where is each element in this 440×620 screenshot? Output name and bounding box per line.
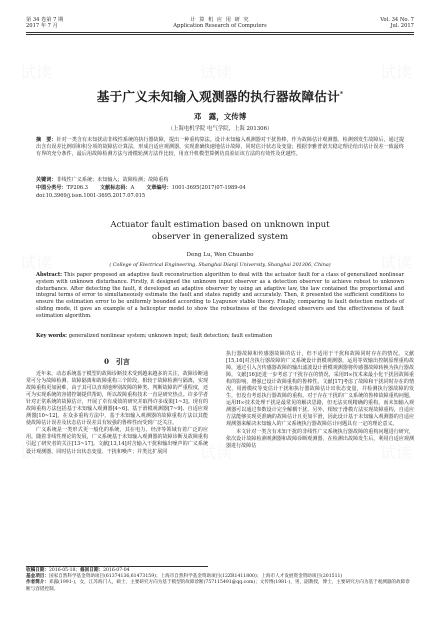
received-date: 2016-05-18； bbox=[48, 568, 81, 573]
authors-cn: 邓 露，文传博 bbox=[193, 112, 247, 121]
title-cn-text: 基于广义未知输入观测器的执行器故障估计 bbox=[96, 89, 340, 104]
header-right bbox=[380, 17, 414, 30]
section-heading bbox=[26, 357, 208, 367]
footnote-rule bbox=[26, 566, 208, 567]
revised-label: 修回日期： bbox=[80, 568, 104, 573]
abstract-en-text: This paper proposed an adaptive fault reconstruction algorithm to deal with the actuator fault for a class of generalized nonlinear system with unknown disturbance. Firstly, it designed the unknown input observer as a detection observer to achieve robust to unknown disturbance. After detecting the fault, it developed an adaptive observer by using an adaptive law, the law contained the proportional and integral terms of error to simultaneously estimate the fault and states rapidly and accurately. Then, it presented the sufficient conditions to ensure the estimation error to be uniformly bounded according to Lyapunov stable theory. Finally, comparing to fault detection methods of sliding mode, it gave an example of a helicopter model to show the robustness of the developed observers and the effectiveness of fault estimation algorithm. bbox=[36, 272, 405, 319]
doi: doi:10.3969/j.issn.1001-3695.2017.07.015 bbox=[36, 193, 146, 199]
journal-en: Application Research of Computers bbox=[173, 23, 267, 30]
body-column-left bbox=[26, 371, 208, 456]
abstract-cn-text: 针对一类含有未知扰动非线性系统的执行器故障，提出一种重构算法。设计未知输入观测器对干扰鲁棒，作为故障估计观测器。检测到发生故障后，通过提出含有误差比例项和积分项的故障估计算法，形成自适应观测器，实现准确快速地估计故障，同时估计状态及变量；根据李雅普诺夫稳定理论给出估计误差一致最终有界的充分条件，最后用故障检测方法与滑模轮测方法作比较，用直升机模型算例仿真验证该方法的有效性及优越性。 bbox=[36, 137, 404, 158]
fund-label: 基金项目： bbox=[26, 574, 49, 580]
bio-label: 作者简介： bbox=[26, 580, 49, 586]
body-column-right bbox=[226, 351, 414, 450]
paragraph: 执行器故障和传感器故障的估计，但不适用于干扰和故障同时存在的情况。文献[15,16]对含执行器故障的广义系统设计滑模观测器，运用等效输出控制原理重构故障，通过引入含传感器故障的输出滤波设计滑模观测器将传感器故障转换为执行器故障。文献[16]还进一步考虑了干扰存在的情况，采用H∞技术来最小化干扰因故障重构的影响，增强已设计故障重构的鲁棒性。文献[17]考虑了故障和干扰同时存在的情况，用滑模纹等变估计干扰和执行器故障估计出状态变量，并检测执行器故障的发生，但没有考虑执行器故障的重构。对于存在干扰的广义系统的鲁棒故障重构问题，运用H∞技术处理干扰是最常见的解决思路，但无法实现精确的重构，而未知输入观测器可以通过参数设计完全解耦干扰。另外，相较于滑模方法实现故障重构，自适应方法能够实现更准确的故障估计且更加平滑，因此设计基于未知输入观测器的自适应观测器来解决未知输入的广义系统执行器故障估计问题具有一定的理论意义。 bbox=[226, 351, 414, 428]
section-number: 0 bbox=[104, 357, 109, 366]
title-en-line-2: observer in generalized system bbox=[151, 232, 289, 242]
affiliation-en: ( College of Electrical Engineering, Shanghai Dianji University, Shanghai 201306, China) bbox=[109, 262, 331, 268]
watermark bbox=[380, 60, 412, 83]
fund-text: 国家自然科学基金资助项目(61374136,61473159)；上海市自然科学基金资助项目(12ZR1411800)；上海市人才发展资金资助项目(201511) bbox=[48, 574, 343, 580]
received-label: 收稿日期： bbox=[26, 568, 49, 573]
footnote bbox=[26, 568, 414, 593]
keywords-cn bbox=[36, 177, 404, 184]
header-rule-bottom bbox=[26, 34, 414, 35]
keywords-en-label: Key words: bbox=[36, 333, 68, 339]
keywords-cn-label: 关键词： bbox=[36, 177, 57, 183]
title-en bbox=[0, 219, 440, 243]
doc-code-value: A bbox=[130, 185, 135, 191]
abstract-cn-label: 摘 要： bbox=[36, 137, 57, 143]
volume-en: Vol. 34 No. 7 bbox=[380, 17, 414, 23]
watermark bbox=[20, 60, 52, 83]
keywords-cn-text: 非线性广义系统；未知输入；故障检测；故障重构 bbox=[56, 177, 169, 183]
title-cn bbox=[0, 86, 440, 105]
bio-text: 邓露(1991-)，女，江苏海门人，硕士，主要研究方向为基于模型的故障诊断(757115491@qq.com)；文传博(1981-)，男，副教授，博士，主要研究方向为基于观测器的故障诊断与容错控制。 bbox=[26, 580, 410, 592]
abstract-en bbox=[36, 272, 404, 319]
volume-cn: 第 34 卷第 7 期 bbox=[26, 17, 64, 23]
paragraph: 近年来，动态系统基于模型的故障诊断技术受到越来越多的关注，故障诊断通常可分为故障检测、故障隔离和故障重构三个阶段。相较于故障检测与隔离，实现故障重构更加困难，由于其可以直观地辨别故障的种类、判断故障的严重程度，还可为实现系统的容错控制提供帮助，所以故障重构技术一直是研究热点。许多学者针对正常系统的故障估计，开展了卓有成效的研究并取得许多成果[1~3]。现有的故障重构方法包括基于未知输入观测器[4~6]、基于滑模观测器[7~9]、自适应观测器[10~12]。在众多重构方法中，基于未知输入观测器的故障重构方法以其能使故障估计误差及状态估计误差具有较强的鲁棒性而受到广泛关注。 bbox=[26, 371, 208, 427]
article-number-value: 1001-3695(2017)07-1989-04 bbox=[171, 185, 246, 191]
classification-line bbox=[36, 185, 404, 192]
date-en: Jul. 2017 bbox=[390, 23, 414, 30]
keywords-en bbox=[36, 333, 404, 340]
title-en-line-1: Actuator fault estimation based on unknown input bbox=[110, 220, 330, 230]
clc-value: TP206.3 bbox=[66, 185, 88, 191]
abstract-en-label: Abstract: bbox=[36, 272, 63, 278]
revised-date: 2016-07-04 bbox=[103, 568, 130, 573]
keywords-en-text: generalized nonlinear system; unknown input; fault detection; fault estimation bbox=[68, 333, 273, 339]
authors-en: Deng Lu, Wen Chuanbo bbox=[186, 252, 254, 258]
footnote-bio bbox=[26, 580, 414, 592]
abstract-cn bbox=[36, 137, 404, 158]
paragraph: 本文针对一类含有未知干扰的非线性广义系统执行器故障的重构问题进行研究，依次设计故障检测观测器和故障诊断观测器，在检测出故障发生后，利用自适应观测器进行故障估 bbox=[226, 428, 414, 449]
journal-cn: 计 算 机 应 用 研 究 bbox=[190, 17, 250, 23]
article-number-label: 文章编号： bbox=[146, 185, 172, 191]
affiliation-cn: （上海电机学院 电气学院，上海 201306） bbox=[167, 126, 273, 132]
paragraph: 广义系统是一类形式更一般化的系统，其在电力、经济等领域有着广泛的应用。随着非线性理论的发展，广义系统基于未知输入观测器的故障诊断及故障重构引起了研究者的关注[13~17]。文献[13,14]对含输入干扰和输出噪声的广义系统设计观测器，同时估计出状态变量、干扰和噪声；并类比扩展同 bbox=[26, 427, 208, 455]
section-title: 引言 bbox=[115, 357, 130, 366]
watermark bbox=[200, 60, 232, 83]
doc-code-label: 文献标志码： bbox=[100, 185, 131, 191]
header-center bbox=[0, 17, 440, 30]
clc-label: 中图分类号： bbox=[36, 185, 67, 191]
title-star: * bbox=[339, 90, 344, 98]
date-cn: 2017 年 7 月 bbox=[26, 23, 58, 30]
